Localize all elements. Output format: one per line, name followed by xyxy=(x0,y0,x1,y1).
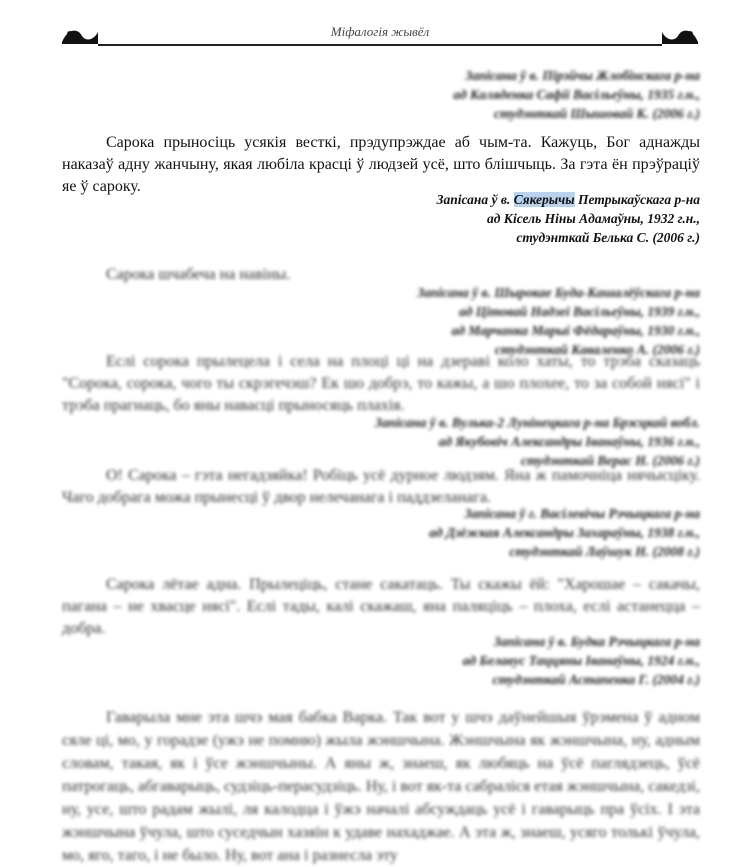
citation-line: ад Цітовай Надзеі Васільеўны, 1939 г.н., xyxy=(458,304,700,319)
source-citation xyxy=(429,504,700,561)
paragraph xyxy=(62,706,700,867)
paragraph-text: Сарока прыносіць усякія весткі, прэдупрэждае аб чым-та. Кажуць, Бог аднажды наказаў адну жанчыну, якая любіла красці ў людзей усё, што блішчыць. За гэта ён прэўраціў яе ў сароку. xyxy=(62,134,700,195)
citation-line: Запісана ў г. Васілевічы Рэчыцкага р-на xyxy=(464,506,700,521)
citation-line: ад Белавус Таццяны Іванаўны, 1924 г.н., xyxy=(462,653,700,668)
page-header xyxy=(60,20,700,50)
paragraph-text: Сарока шчабеча на навіны. xyxy=(106,266,291,283)
citation-line: ад Кісель Ніны Адамаўны, 1932 г.н., xyxy=(486,211,700,226)
paragraph xyxy=(62,132,700,198)
source-citation xyxy=(453,66,700,123)
paragraph-text: Сарока лётае адна. Прылеціць, стане сакатаць. Ты скажы ёй: "Харошае – сакачы, пагана – не хвасце нясі". Еслі тады, калі скажаш, яна паляціць – плоха, еслі астанецца – добра. xyxy=(62,576,700,637)
paragraph xyxy=(62,574,700,640)
citation-line: студэнткай Каваленко А. (2006 г.) xyxy=(494,342,700,357)
right-ornament-icon xyxy=(660,24,700,46)
citation-line: студэнткай Белька С. (2006 г.) xyxy=(516,230,700,245)
paragraph xyxy=(62,351,700,417)
paragraph-text: Гаварыла мне эта шчэ мая бабка Варка. Так вот у шчэ даўнейшыя ўрэмена ў адном сяле ці, мо, у горадзе (ужэ не помню) жыла жэншчына. Жэншчына як жэншчына, ну, адным словам, такая, як і ўсе жэншчыны. А яны ж, знаеш, як любяць на ўсё паглядзець, ўсё патрогаць, абгаварыць, судзіць-перасудзіць. Ну, і вот як-та сабраліся етая жэншчына, сакедзі, ну, усе, што радам жылі, ля калодца і ўжэ началі абсуждаць усё і гаварыць пра ўсіх. І эта жэншчына ўчула, што суседчын хазяін к удаве нахаджае. А эта ж, знаеш, усяго толькі ўчула, мо, яго, таго, і не было. Ну, вот ана і разнесла эту xyxy=(62,709,700,864)
citation-line: Запісана ў в. Пірэйчы Жлобінскага р-на xyxy=(465,68,700,83)
source-citation xyxy=(463,632,700,689)
source-citation xyxy=(375,413,700,470)
header-rule xyxy=(98,44,662,46)
citation-line: Запісана ў в. Шырокае Буда-Кашалёўскага р-на xyxy=(417,285,700,300)
running-title: Міфалогія жывёл xyxy=(330,24,430,39)
citation-line: студэнткай Астапенка Г. (2004 г.) xyxy=(492,672,700,687)
citation-line: ад Каляденка Сафіі Васільеўны, 1935 г.н., xyxy=(453,87,700,102)
citation-line: Запісана ў в. Сякерычы Петрыкаўскага р-на xyxy=(436,192,700,207)
paragraph xyxy=(62,465,700,509)
citation-line: студэнткай Верас Н. (2006 г.) xyxy=(520,453,700,468)
citation-line: Запісана ў в. Будка Рэчыцкага р-на xyxy=(493,634,700,649)
citation-line: студэнткай Шышовай К. (2006 г.) xyxy=(494,106,700,121)
citation-line: ад Якубовіч Александры Іванаўны, 1936 г.н., xyxy=(438,434,700,449)
source-citation xyxy=(437,190,700,247)
highlighted-word[interactable]: Сякерычы xyxy=(513,192,575,207)
citation-line: Запісана ў в. Вулька-2 Лунінецкага р-на Брэсцкай вобл. xyxy=(374,415,700,430)
citation-line: студэнткай Лаўшук Н. (2008 г.) xyxy=(509,544,700,559)
citation-line: ад Марчанка Марыі Фёдараўны, 1930 г.н., xyxy=(451,323,700,338)
citation-line: ад Дзёжкая Александры Захараўны, 1938 г.н., xyxy=(429,525,700,540)
paragraph-text: О! Сарока – гэта негадзяйка! Робіць усё дурное людзям. Яна ж памочніца нячысціку. Чаго добрага можа прынесці ў двор нелечанага і паддзеланага. xyxy=(62,467,700,506)
paragraph-text: Еслі сорока прылецела і села на плоці ці на дзераві коло хаты, то трэба сказаць "Сорока, сорока, чого ты скрэгечэш? Ек шо добрэ, то кажы, а шо плохее, то за собой нясі" і трэба прагнаць, бо яны навасці прыносяць плахія. xyxy=(62,353,700,414)
source-citation xyxy=(417,283,700,359)
